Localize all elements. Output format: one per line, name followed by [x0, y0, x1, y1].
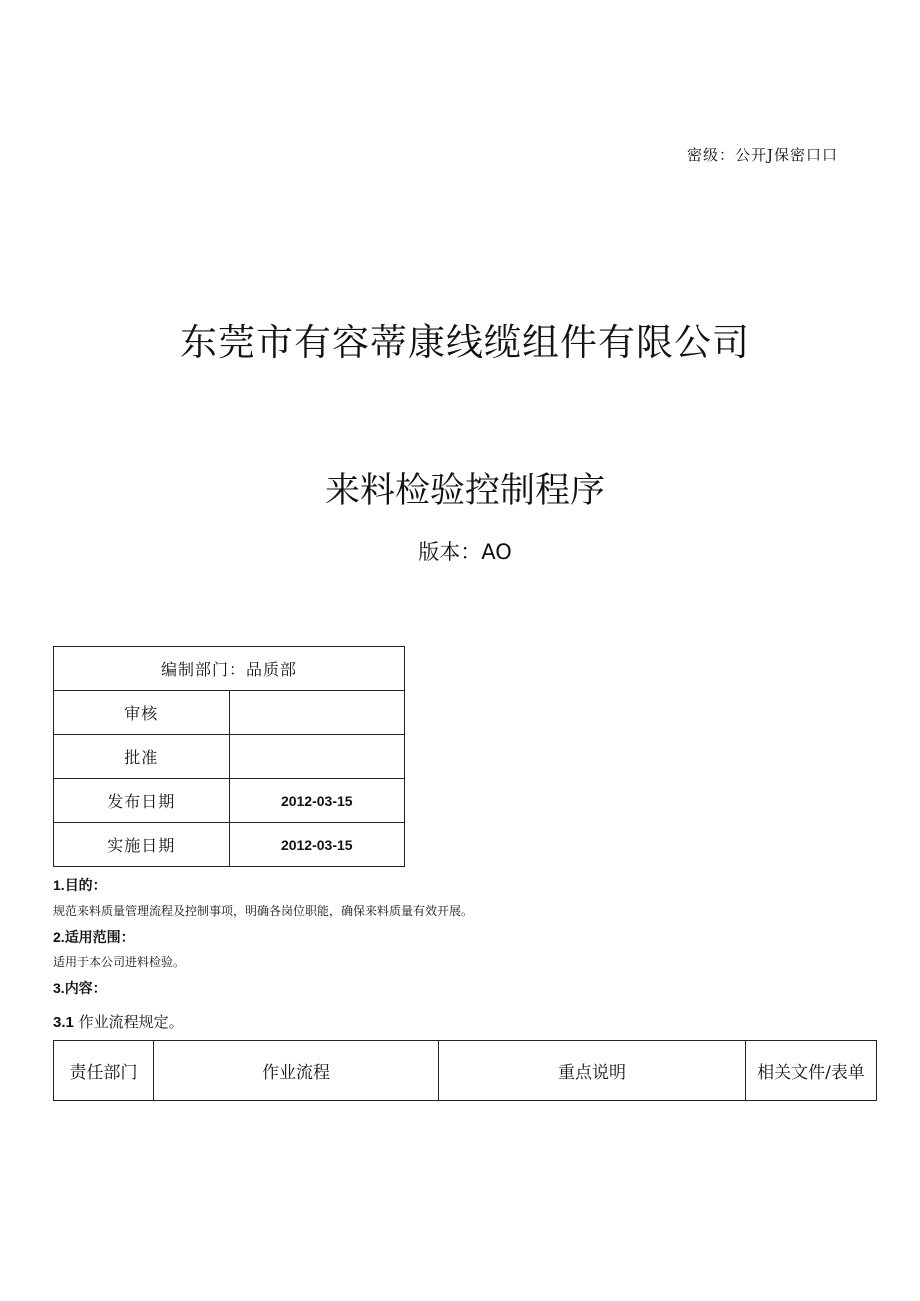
review-value	[229, 691, 405, 735]
table-row	[54, 823, 405, 867]
company-name: 东莞市有容蒂康线缆组件有限公司	[180, 321, 750, 364]
document-title: 来料检验控制程序	[324, 471, 605, 511]
col-header-notes: 重点说明	[439, 1041, 746, 1101]
document-version: 版本：AO	[418, 540, 512, 564]
release-date-value: 2012-03-15	[229, 779, 405, 823]
section-number: 3.	[53, 980, 65, 996]
section-2-heading	[53, 927, 135, 947]
dept-cell: 编制部门：品质部	[54, 647, 405, 691]
release-date-label: 发布日期	[54, 779, 230, 823]
approve-value	[229, 735, 405, 779]
col-header-docs: 相关文件/表单	[746, 1041, 877, 1101]
col-header-process: 作业流程	[154, 1041, 439, 1101]
table-row	[54, 1041, 877, 1101]
effective-date-label: 实施日期	[54, 823, 230, 867]
section-1-body: 规范来料质量管理流程及控制事项，明确各岗位职能，确保来料质量有效开展。	[53, 904, 474, 918]
section-title: 适用范围：	[64, 930, 135, 946]
section-number: 3.1	[53, 1014, 74, 1031]
effective-date-value: 2012-03-15	[229, 823, 405, 867]
section-1-heading	[53, 875, 107, 895]
table-row	[54, 691, 405, 735]
flow-table	[53, 1040, 877, 1101]
approval-table	[53, 646, 405, 867]
section-title: 作业流程规定。	[73, 1013, 184, 1031]
table-row	[54, 735, 405, 779]
review-label: 审核	[54, 691, 230, 735]
section-3-heading	[53, 978, 107, 998]
table-row	[54, 779, 405, 823]
section-3-1-heading	[53, 1011, 184, 1032]
col-header-dept: 责任部门	[54, 1041, 154, 1101]
section-number: 2.	[53, 929, 65, 945]
section-title: 目的：	[64, 878, 107, 894]
section-number: 1.	[53, 877, 65, 893]
section-title: 内容：	[64, 981, 107, 997]
classification-label: 密级：公开J保密口口	[686, 146, 838, 164]
section-2-body: 适用于本公司进料检验。	[53, 955, 186, 969]
table-row	[54, 647, 405, 691]
approve-label: 批准	[54, 735, 230, 779]
